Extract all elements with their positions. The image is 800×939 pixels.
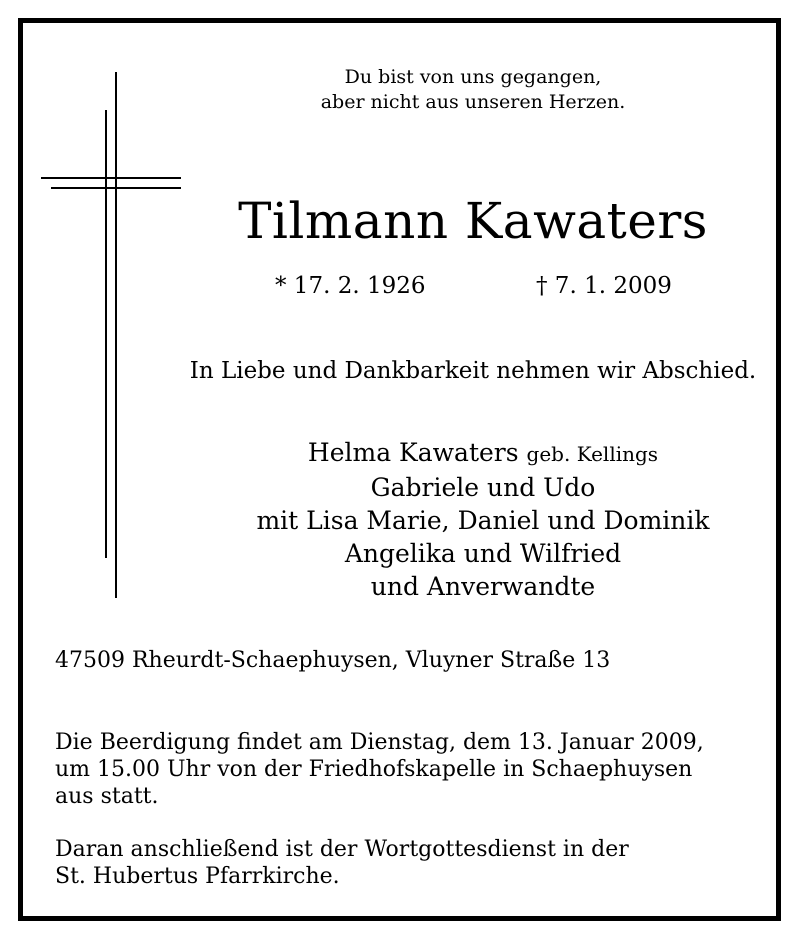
mourner-line xyxy=(203,436,763,471)
motto xyxy=(243,65,703,115)
service-line: St. Hubertus Pfarrkirche. xyxy=(55,864,340,889)
deceased-name: Tilmann Kawaters xyxy=(238,192,708,250)
birth-date: * 17. 2. 1926 xyxy=(275,273,426,299)
mourners-list xyxy=(203,436,763,603)
service-notice xyxy=(55,836,629,890)
funeral-notice xyxy=(55,729,704,810)
obituary-frame xyxy=(18,18,781,921)
motto-line: aber nicht aus unseren Herzen. xyxy=(320,91,626,113)
mourner-line: und Anverwandte xyxy=(370,572,596,601)
motto-line: Du bist von uns gegangen, xyxy=(344,66,602,88)
mourner-line: Gabriele und Udo xyxy=(370,473,596,502)
mourner-name: Helma Kawaters xyxy=(307,438,519,467)
funeral-line: Die Beerdigung findet am Dienstag, dem 13. Januar 2009, xyxy=(55,730,704,755)
funeral-line: aus statt. xyxy=(55,784,159,809)
mourner-maiden-name: geb. Kellings xyxy=(526,442,659,466)
farewell-text: In Liebe und Dankbarkeit nehmen wir Abschied. xyxy=(189,358,757,384)
death-date: † 7. 1. 2009 xyxy=(536,273,672,299)
funeral-line: um 15.00 Uhr von der Friedhofskapelle in Schaephuysen xyxy=(55,757,693,782)
service-line: Daran anschließend ist der Wortgottesdienst in der xyxy=(55,837,629,862)
mourner-line: Angelika und Wilfried xyxy=(344,539,622,568)
mourner-line: mit Lisa Marie, Daniel und Dominik xyxy=(256,506,710,535)
address: 47509 Rheurdt-Schaephuysen, Vluyner Straße 13 xyxy=(55,648,611,673)
